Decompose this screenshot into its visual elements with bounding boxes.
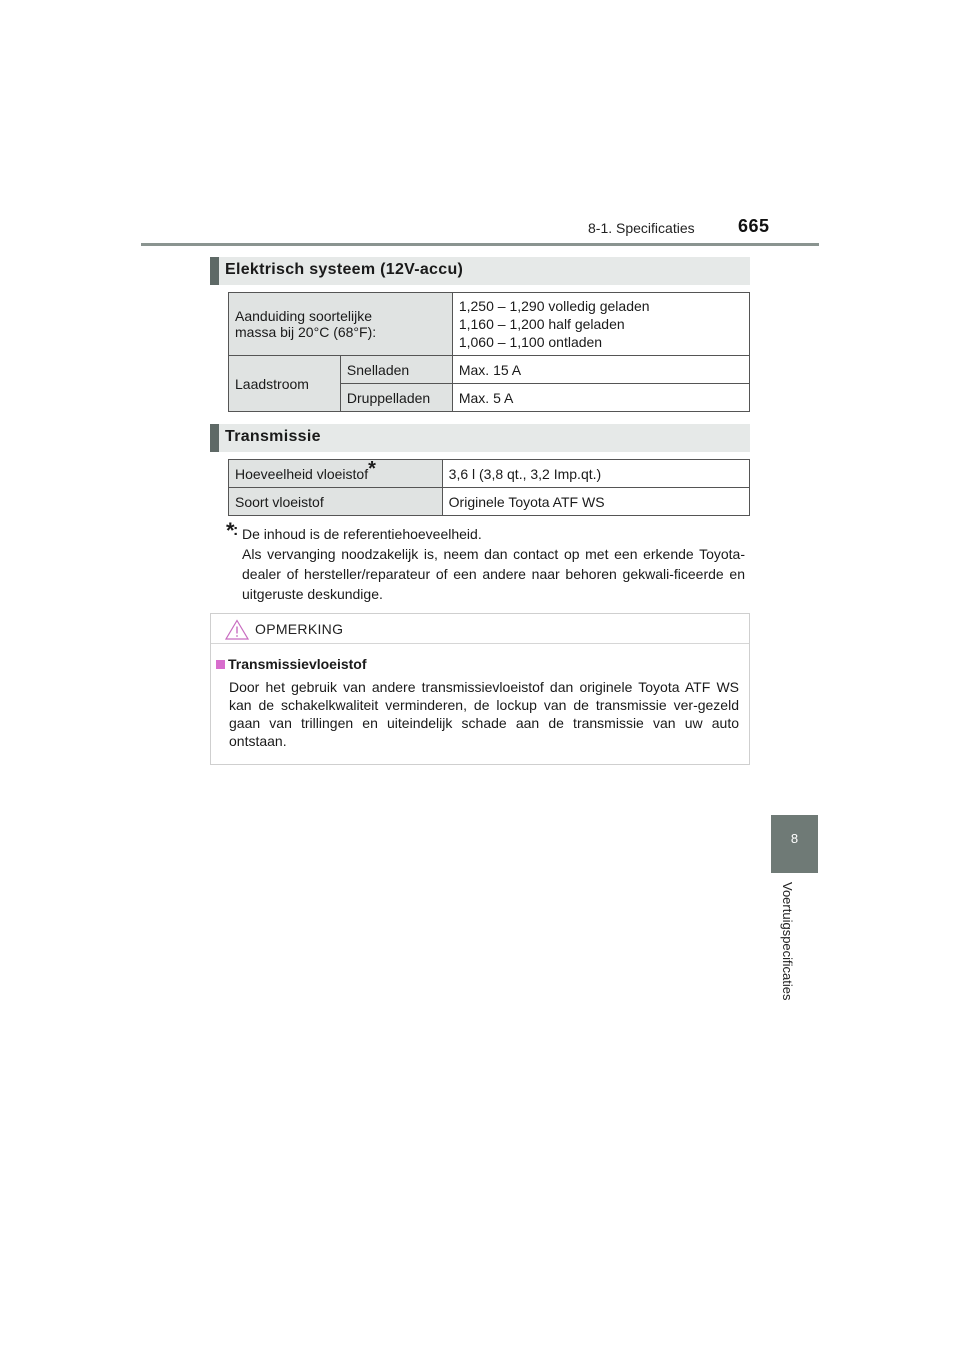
electric-spec-table bbox=[228, 292, 750, 412]
header-rule bbox=[141, 243, 819, 246]
table-row bbox=[229, 293, 750, 356]
table-row bbox=[229, 356, 750, 384]
section-heading-transmission-text: Transmissie bbox=[225, 428, 321, 445]
section-title: 8-1. Specificaties bbox=[588, 220, 695, 236]
footnote-paragraph: Als vervanging noodzakelijk is, neem dan contact op met een erkende Toyota-dealer of hersteller/reparateur of een andere naar behoren gekwali-ficeerde en uitgeruste deskundige. bbox=[242, 546, 745, 602]
fast-charge-value: Max. 15 A bbox=[452, 356, 749, 384]
fluid-type-value: Originele Toyota ATF WS bbox=[442, 488, 749, 516]
gravity-value-line: 1,160 – 1,200 half geladen bbox=[458, 316, 625, 332]
transmission-spec-table bbox=[228, 459, 750, 516]
notice-header bbox=[211, 614, 749, 644]
fluid-quantity-label-text: Hoeveelheid vloeistof bbox=[235, 465, 369, 482]
gravity-label-line: Aanduiding soortelijke bbox=[235, 308, 372, 324]
section-heading-electric-text: Elektrisch systeem (12V-accu) bbox=[225, 261, 464, 278]
notice-title: OPMERKING bbox=[255, 621, 344, 637]
gravity-value-line: 1,060 – 1,100 ontladen bbox=[458, 334, 603, 350]
fast-charge-label: Snelladen bbox=[340, 356, 452, 384]
gravity-value-line: 1,250 – 1,290 volledig geladen bbox=[458, 298, 650, 314]
gravity-label-cell bbox=[229, 293, 453, 356]
charge-current-label: Laadstroom bbox=[229, 356, 341, 412]
warning-triangle-icon bbox=[225, 619, 249, 640]
footnote-text bbox=[242, 524, 745, 604]
gravity-value-cell bbox=[452, 293, 749, 356]
footnote-star: * bbox=[226, 518, 235, 543]
notice-item-title: Transmissievloeistof bbox=[228, 656, 367, 672]
notice-item-text: Door het gebruik van andere transmissievloeistof dan originele Toyota ATF WS kan de schakelkwaliteit verminderen, de lockup van de transmissie ver-gezeld gaan van trillingen en uiteindelijk schade aan de transmissie van uw auto ontstaan. bbox=[229, 679, 739, 749]
footnote-line: De inhoud is de referentiehoeveelheid. bbox=[242, 526, 482, 542]
fluid-quantity-value: 3,6 l (3,8 qt., 3,2 Imp.qt.) bbox=[442, 460, 749, 488]
gravity-label-line: massa bij 20°C (68°F): bbox=[235, 324, 377, 340]
footnote-marker: * bbox=[368, 457, 376, 480]
bullet-square-icon bbox=[216, 660, 225, 669]
chapter-tab: 8 bbox=[771, 815, 818, 873]
section-heading-transmission bbox=[210, 424, 750, 452]
fluid-quantity-label bbox=[229, 457, 443, 488]
table-row bbox=[229, 488, 750, 516]
footnote-colon: : bbox=[233, 522, 239, 539]
trickle-charge-value: Max. 5 A bbox=[452, 384, 749, 412]
fluid-type-label: Soort vloeistof bbox=[229, 488, 443, 516]
trickle-charge-label: Druppelladen bbox=[340, 384, 452, 412]
chapter-label: Voertuigspecificaties bbox=[780, 882, 795, 1001]
page-number: 665 bbox=[738, 216, 770, 236]
notice-box bbox=[210, 613, 750, 765]
table-row bbox=[229, 460, 750, 488]
section-heading-electric bbox=[210, 257, 750, 285]
